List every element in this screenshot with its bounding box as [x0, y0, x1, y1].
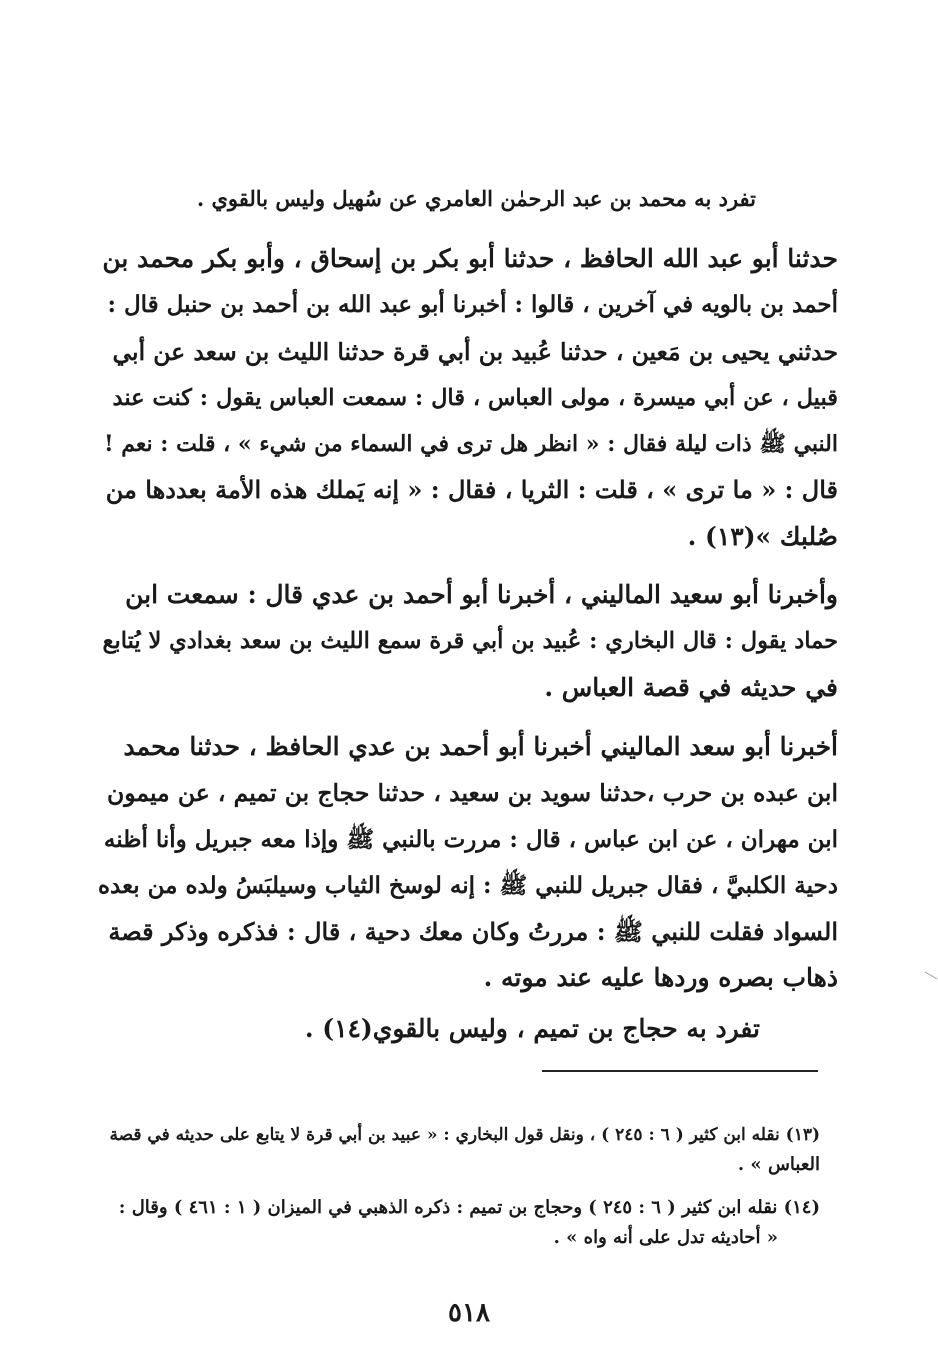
text-line: في حديثه في قصة العباس .	[544, 672, 838, 702]
footnote-14	[100, 1193, 820, 1253]
text-line: قبيل ، عن أبي ميسرة ، مولى العباس ، قال : سمعت العباس يقول : كنت عند	[112, 384, 838, 411]
text-line: صُلبك »(١٣) .	[687, 521, 838, 551]
text-line: أحمد بن بالويه في آخرين ، قالوا : أخبرنا أبو عبد الله بن أحمد بن حنبل قال :	[107, 291, 838, 319]
text-line: ذهاب بصره وردها عليه عند موته .	[483, 963, 838, 993]
footnote-line: (١٣) نقله ابن كثير ( ٦ : ٢٤٥ ) ، ونقل قول البخاري : « عبيد بن أبي قرة لا يتابع على حديثه في قصة	[109, 1125, 820, 1145]
text-line: النبي ﷺ ذات ليلة فقال : « انظر هل ترى في السماء من شيء » ، قلت : نعم !	[103, 431, 838, 458]
text-line: وأخبرنا أبو سعيد الماليني ، أخبرنا أبو أحمد بن عدي قال : سمعت ابن	[125, 580, 838, 609]
text-line: السواد فقلت للنبي ﷺ : مررتُ وكان معك دحية ، قال : فذكره وذكر قصة	[108, 917, 838, 947]
text-line: قال : « ما ترى » ، قلت : الثريا ، فقال : « إنه يَملك هذه الأمة بعددها من	[105, 475, 838, 505]
paragraph-hadith-abbas	[98, 236, 838, 560]
text-line: دحية الكلبيَّ ، فقال جبريل للنبي ﷺ : إنه لوسخ الثياب وسيلبَسُ ولده من بعده	[98, 871, 838, 899]
footnote-line: العباس » .	[737, 1154, 820, 1175]
text-line: حماد يقول : قال البخاري : عُبيد بن أبي قرة سمع الليث بن سعد بغدادي لا يُتابع	[102, 628, 838, 655]
page-number: ٥١٨	[448, 1298, 490, 1328]
text-line: ابن مهران ، عن ابن عباس ، قال : مررت بالنبي ﷺ وإذا معه جبريل وأنا أظنه	[103, 825, 838, 853]
paragraph-tafarrud-1	[196, 176, 756, 222]
paragraph-tafarrud-2	[200, 1006, 760, 1052]
text-line: ابن عبده بن حرب ،حدثنا سويد بن سعيد ، حدثنا حجاج بن تميم ، عن ميمون	[106, 779, 838, 808]
paragraph-hadith-jibril	[98, 724, 838, 1002]
footnote-13	[100, 1120, 820, 1180]
text-line: تفرد به محمد بن عبد الرحمٰن العامري عن سُهيل وليس بالقوي .	[196, 186, 756, 211]
text-line: تفرد به حجاج بن تميم ، وليس بالقوي(١٤) .	[304, 1014, 760, 1043]
paragraph-bukhari-note	[98, 572, 838, 711]
text-line: حدثنا أبو عبد الله الحافظ ، حدثنا أبو بكر بن إسحاق ، وأبو بكر محمد بن	[102, 244, 838, 273]
text-line: أخبرنا أبو سعد الماليني أخبرنا أبو أحمد بن عدي الحافظ ، حدثنا محمد	[123, 732, 838, 761]
footnote-separator	[542, 1070, 818, 1072]
page-edge-mark	[925, 972, 938, 980]
text-line: حدثني يحيى بن مَعين ، حدثنا عُبيد بن أبي قرة حدثنا الليث بن سعد عن أبي	[112, 337, 838, 366]
footnote-line: « أحاديثه تدل على أنه واه » .	[553, 1227, 778, 1248]
footnote-line: (١٤) نقله ابن كثير ( ٦ : ٢٤٥ ) وحجاج بن تميم : ذكره الذهبي في الميزان ( ١ : ٤٦١ ) وقال :	[118, 1197, 820, 1218]
